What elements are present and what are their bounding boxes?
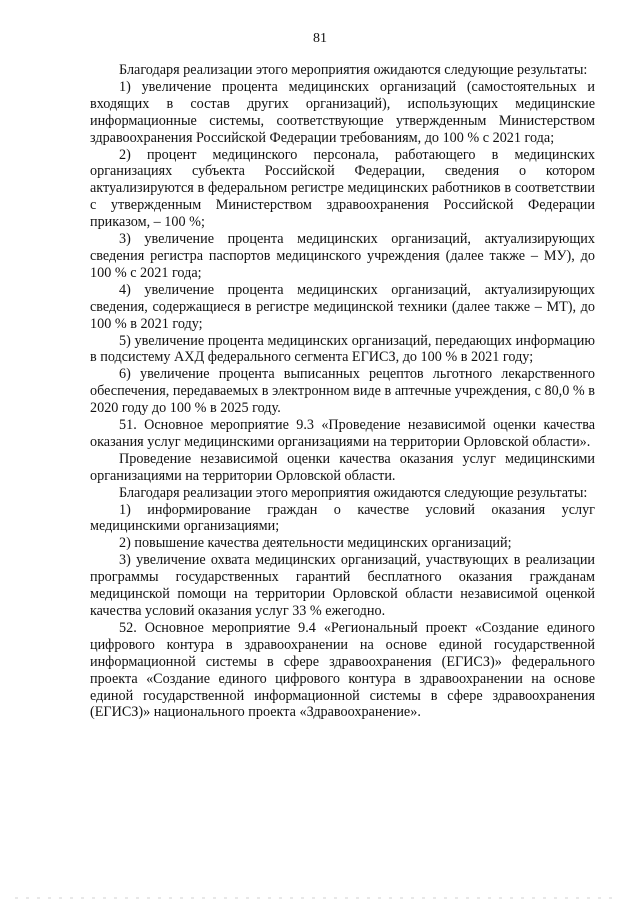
document-body (90, 62, 595, 721)
paragraph-section-51: 51. Основное мероприятие 9.3 «Проведение независимой оценки качества оказания услуг медицинскими организациями на территории Орловской области». (90, 417, 595, 450)
paragraph-result-3: 3) увеличение охвата медицинских организаций, участвующих в реализации программы государственных гарантий бесплатного оказания гражданам медицинской помощи на территории Орловской области независимой оценкой качества условий оказания услуг 33 % ежегодно. (90, 552, 595, 619)
paragraph-item-6: 6) увеличение процента выписанных рецептов льготного лекарственного обеспечения, передаваемых в электронном виде в аптечные учреждения, с 80,0 % в 2020 году до 100 % в 2025 году. (90, 366, 595, 417)
paragraph-section-52: 52. Основное мероприятие 9.4 «Региональный проект «Создание единого цифрового контура в здравоохранении на основе единой государственной информационной системы в сфере здравоохранения (ЕГИСЗ)» федерального проекта «Создание единого цифрового контура в здравоохранении на основе единой государственной информационной системы в сфере здравоохранения (ЕГИСЗ)» национального проекта «Здравоохранение». (90, 619, 595, 721)
paragraph-item-5: 5) увеличение процента медицинских организаций, передающих информацию в подсистему АХД федерального сегмента ЕГИСЗ, до 100 % в 2021 году; (90, 332, 595, 366)
paragraph-result-2: 2) повышение качества деятельности медицинских организаций; (119, 535, 512, 552)
paragraph-item-1: 1) увеличение процента медицинских организаций (самостоятельных и входящих в состав других организаций), использующих медицинские информационные системы, соответствующие утвержденным Министерством здравоохранения Российской Федерации требованиям, до 100 % с 2021 года; (90, 78, 595, 146)
paragraph-results-intro-2: Благодаря реализации этого мероприятия ожидаются следующие результаты: (119, 484, 588, 501)
paragraph-item-3: 3) увеличение процента медицинских организаций, актуализирующих сведения регистра паспортов медицинского учреждения (далее также – МУ), до 100 % с 2021 года; (90, 231, 595, 281)
paragraph-item-2: 2) процент медицинского персонала, работающего в медицинских организациях субъекта Российской Федерации, сведения о котором актуализируются в федеральном регистре медицинских работников в соответствии с утвержденным Министерством здравоохранения Российской Федерации приказом, – 100 %; (90, 146, 595, 231)
page-number: 81 (313, 31, 327, 46)
paragraph-item-4: 4) увеличение процента медицинских организаций, актуализирующих сведения, содержащиеся в регистре медицинской техники (далее также – МТ), до 100 % в 2021 году; (90, 281, 595, 332)
paragraph-section-51-description: Проведение независимой оценки качества оказания услуг медицинскими организациями на территории Орловской области. (90, 450, 595, 484)
paragraph-result-1: 1) информирование граждан о качестве условий оказания услуг медицинскими организациями; (90, 501, 595, 535)
paragraph-results-intro-1: Благодаря реализации этого мероприятия ожидаются следующие результаты: (119, 62, 588, 78)
scan-footer-artifact (15, 897, 615, 899)
